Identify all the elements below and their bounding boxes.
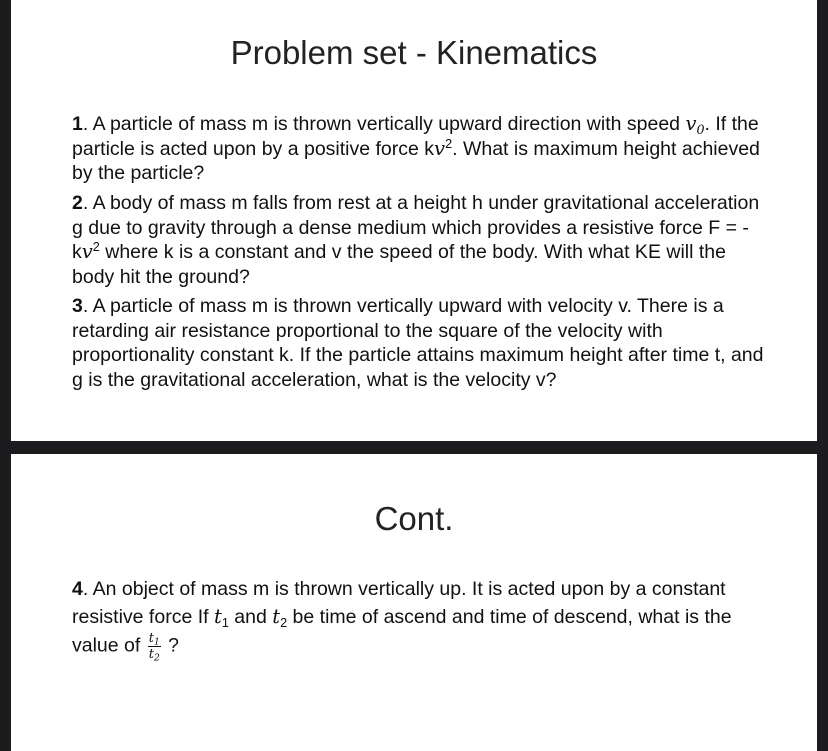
problem-number: 3: [72, 295, 83, 317]
problem-number: 4: [72, 578, 83, 600]
slide-2: [11, 454, 817, 751]
slide-title: Cont.: [374, 500, 454, 537]
problem-number: 1: [72, 113, 83, 135]
problem-number: 2: [72, 192, 83, 214]
problem-3: 3. A particle of mass m is thrown vertically upward with velocity v. There is a retarding air resistance proportional to the square of the velocity with proportionality constant k. If the particle attains maximum height after time t, and g is the gravitational acceleration, what is the velocity v?: [72, 295, 764, 391]
problem-1: 1. A particle of mass m is thrown vertically upward direction with speed $v_0$. If the particle is acted upon by a positive force $kv^2$. What is maximum height achieved by the particle?: [72, 112, 760, 184]
problem-2: 2. A body of mass m falls from rest at a height h under gravitational acceleration g due to gravity through a dense medium which provides a resistive force F = - $kv^2$ where k is a constant and v the speed of the body. With what KE will the body hit the ground?: [72, 192, 760, 288]
problem-4: 4. An object of mass m is thrown vertically up. It is acted upon by a constant resistive force If $t_1$ and $t_2$ be time of ascend and time of descend, what is the value of $\frac{t_1}{t_2}$ ?: [72, 578, 732, 664]
slide-title: Problem set - Kinematics: [230, 34, 598, 71]
slide-1: [11, 0, 817, 441]
fraction-t1-over-t2: $\frac{t_1}{t_2}$: [148, 631, 160, 664]
